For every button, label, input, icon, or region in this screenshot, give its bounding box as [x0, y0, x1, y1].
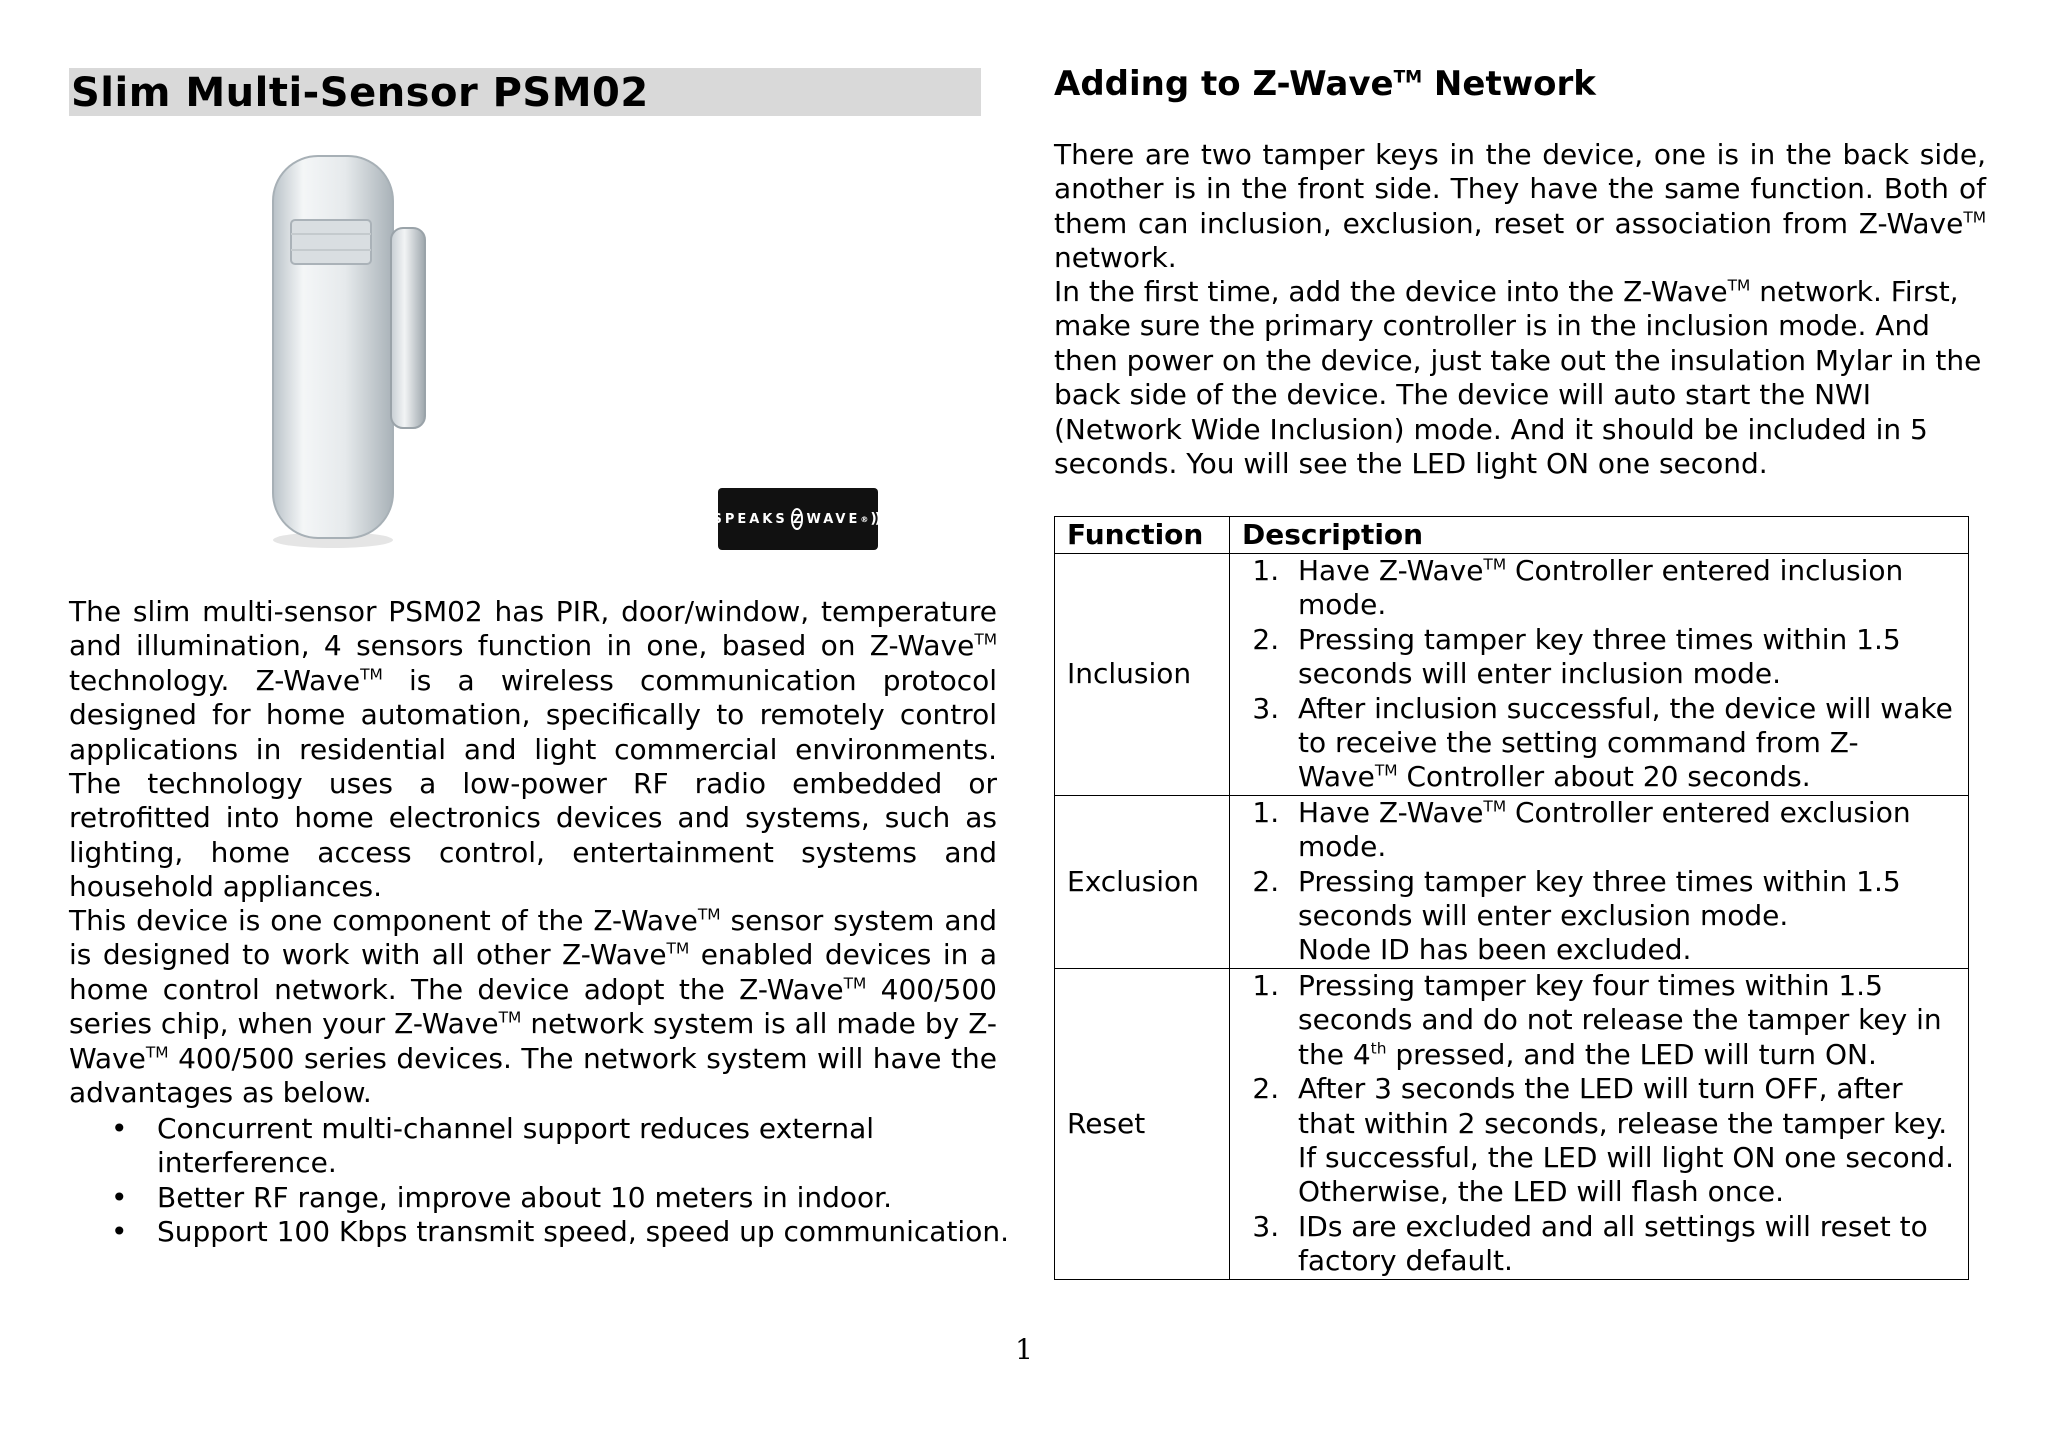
- speaks-zwave-logo: [712, 488, 884, 550]
- description-inclusion: 1. Have Z-Wave™ Controller entered inclusion mode. 2. Pressing tamper key three times within 1.5 seconds will enter inclusion mode. 3. After inclusion successful, the device will wake to receive the setting command from Z-Wave™ Controller about 20 seconds.: [1230, 554, 1969, 796]
- list-item: • Better RF range, improve about 10 meters in indoor.: [69, 1181, 1009, 1215]
- multi-sensor-product-image: [255, 148, 455, 553]
- description-exclusion: 1. Have Z-Wave™ Controller entered exclusion mode. 2. Pressing tamper key three times within 1.5 seconds will enter exclusion mode. Node ID has been excluded.: [1230, 795, 1969, 968]
- list-item: • Support 100 Kbps transmit speed, speed up communication.: [69, 1215, 1009, 1249]
- function-table: [1054, 516, 1969, 1280]
- table-header-row: [1055, 517, 1969, 554]
- logo-registered-mark: ®: [860, 514, 869, 524]
- logo-wave-text: WAVE: [806, 511, 861, 527]
- function-reset: Reset: [1055, 968, 1230, 1279]
- page-number: 1: [1015, 1333, 1033, 1366]
- component-paragraph: This device is one component of the Z-Wave™ sensor system and is designed to work with all other Z-Wave™ enabled devices in a home control network. The device adopt the Z-Wave™ 400/500 series chip, when your Z-Wave™ network system is all made by Z-Wave™ 400/500 series devices. The network system will have the advantages as below.: [69, 904, 998, 1110]
- intro-paragraph: The slim multi-sensor PSM02 has PIR, door/window, temperature and illumination, 4 sensors function in one, based on Z-Wave™ technology. Z-Wave™ is a wireless communication protocol designed for home automation, specifically to remotely control applications in residential and light commercial environments. The technology uses a low-power RF radio embedded or retrofitted into home electronics devices and systems, such as lighting, home access control, entertainment systems and household appliances.: [69, 595, 998, 904]
- header-function: Function: [1055, 517, 1230, 554]
- logo-waves-icon: ))): [870, 511, 884, 527]
- table-row: [1055, 554, 1969, 796]
- list-item: • Concurrent multi-channel support reduces external interference.: [69, 1112, 1009, 1181]
- first-time-paragraph: In the first time, add the device into the Z-Wave™ network. First, make sure the primary controller is in the inclusion mode. And then power on the device, just take out the insulation Mylar in the back side of the device. The device will auto start the NWI (Network Wide Inclusion) mode. And it should be included in 5 seconds. You will see the LED light ON one second.: [1054, 275, 1982, 481]
- advantages-list: [69, 1112, 1009, 1250]
- logo-speaks-text: SPEAKS: [712, 511, 788, 527]
- function-exclusion: Exclusion: [1055, 795, 1230, 968]
- tamper-keys-paragraph: There are two tamper keys in the device, one is in the back side, another is in the front side. They have the same function. Both of them can inclusion, exclusion, reset or association from Z-Wave™ network.: [1054, 138, 1986, 275]
- logo-z-mark: Z: [791, 508, 804, 530]
- function-inclusion: Inclusion: [1055, 554, 1230, 796]
- page-title: Slim Multi-Sensor PSM02: [69, 68, 981, 116]
- header-description: Description: [1230, 517, 1969, 554]
- section-title: Adding to Z-Wave™ Network: [1054, 64, 1596, 104]
- table-row: [1055, 968, 1969, 1279]
- table-row: [1055, 795, 1969, 968]
- description-reset: 1. Pressing tamper key four times within 1.5 seconds and do not release the tamper key in the 4th pressed, and the LED will turn ON. 2. After 3 seconds the LED will turn OFF, after that within 2 seconds, release the tamper key. If successful, the LED will light ON one second. Otherwise, the LED will flash once. 3. IDs are excluded and all settings will reset to factory default.: [1230, 968, 1969, 1279]
